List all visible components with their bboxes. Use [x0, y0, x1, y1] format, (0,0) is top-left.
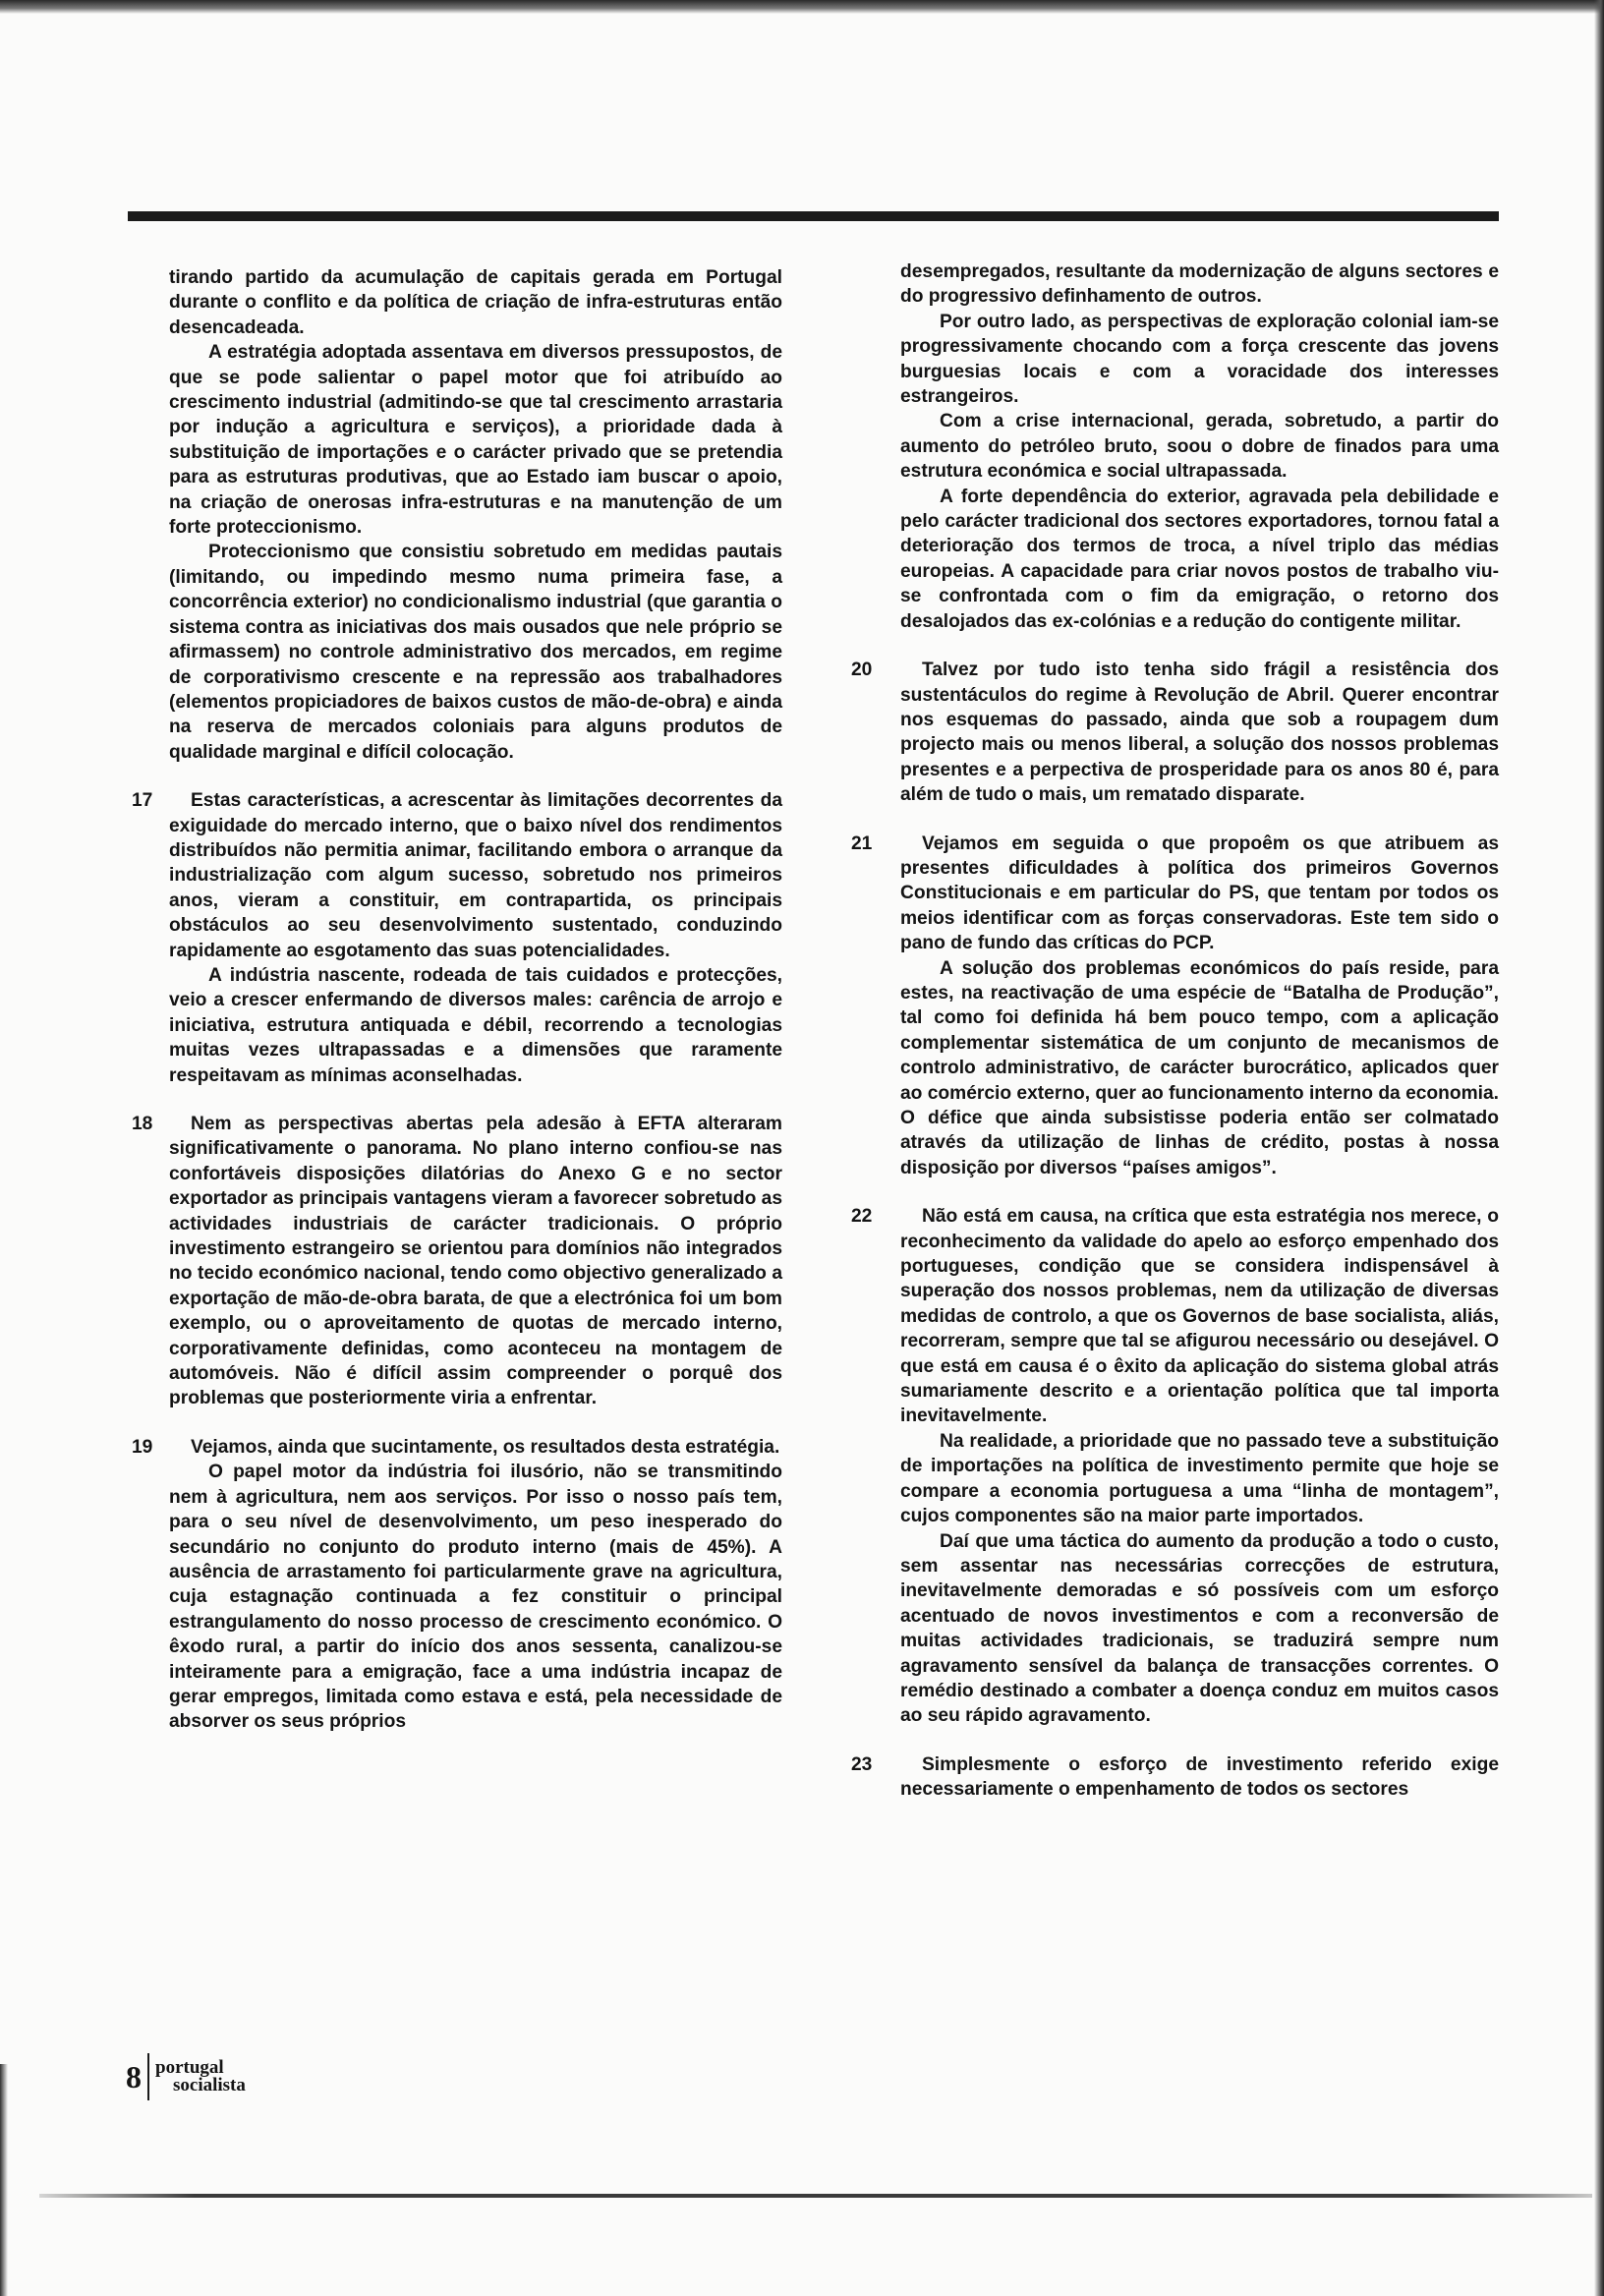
footer-divider	[147, 2053, 149, 2100]
article-section	[132, 788, 782, 1088]
section-number: 22	[851, 1206, 873, 1228]
page-footer	[126, 2049, 246, 2104]
publication-logo	[155, 2059, 246, 2095]
section-number: 21	[851, 832, 873, 854]
paragraph: Não está em causa, na crítica que esta estratégia nos merece, o reconhecimento da validade do apelo ao esforço empenhado dos portugueses, condição que se considera indispensável à superação dos nossos problemas, nem da utilização de diversas medidas de controlo, a que os Governos de base socialista, aliás, recorreram, sempre que tal se afigurou necessário ou desejável. O que está em causa é o êxito da aplicação do sistema global atrás sumariamente descrito e a orientação política que tal importa inevitavelmente.	[900, 1206, 1499, 1427]
section-gap	[900, 1729, 1499, 1752]
article-section	[132, 1112, 782, 1411]
section-number: 20	[851, 660, 873, 681]
paragraph: Daí que uma táctica do aumento da produção a todo o custo, sem assentar nas necessárias correcções de estrutura, inevitavelmente demoradas e só possíveis com um esforço acentuado de novos investimentos e com a reconversão de muitas actividades tradicionais, se traduzirá sempre num agravamento sensível da balança de transacções correntes. O remédio destinado a combater a doença conduz em muitos casos ao seu rápido agravamento.	[900, 1530, 1499, 1727]
article-section	[900, 259, 1499, 634]
paragraph: Simplesmente o esforço de investimento referido exige necessariamente o empenhamento de todos os sectores	[900, 1753, 1499, 1801]
section-gap	[169, 1411, 782, 1435]
scan-edge-right	[1594, 0, 1604, 2296]
paragraph: Proteccionismo que consistiu sobretudo em medidas pautais (limitando, ou impedindo mesmo numa primeira fase, a concorrência exterior) no condicionalismo industrial (que garantia o sistema contra as iniciativas dos mais ousados que nele próprio se afirmassem) no controle administrativo dos mercados, em regime de corporativismo crescente e na repressão aos trabalhadores (elementos propiciadores de baixos custos de mão-de-obra) e ainda na reserva de mercados coloniais para alguns produtos de qualidade marginal e difícil colocação.	[169, 542, 782, 763]
article-section	[851, 658, 1499, 807]
logo-line-1: portugal	[155, 2057, 224, 2078]
paragraph: Vejamos em seguida o que propoêm os que atribuem as presentes dificuldades à política dos primeiros Governos Constitucionais e em particular do PS, que tentam por todos os meios identificar com as forças conservadoras. Este tem sido o pano de fundo das críticas do PCP.	[900, 832, 1499, 954]
article-section	[851, 832, 1499, 1181]
left-column	[132, 265, 782, 1735]
section-gap	[900, 634, 1499, 658]
section-gap	[169, 1088, 782, 1112]
scan-edge-top	[0, 0, 1604, 14]
section-number: 18	[132, 1114, 153, 1134]
paragraph: A indústria nascente, rodeada de tais cuidados e protecções, veio a crescer enfermando de diversos males: carência de arrojo e iniciativa, estrutura antiquada e débil, recorrendo a tecnologias muitas vezes ultrapassadas e a dimensões que raramente respeitavam as mínimas aconselhadas.	[169, 964, 782, 1086]
paragraph: Com a crise internacional, gerada, sobretudo, a partir do aumento do petróleo bruto, soou o dobre de finados para uma estrutura económica e social ultrapassada.	[900, 411, 1499, 483]
article-section	[132, 1435, 782, 1735]
paragraph: Estas características, a acrescentar às limitações decorrentes da exiguidade do mercado interno, que o baixo nível dos rendimentos distribuídos não permitia animar, facilitando embora o arranque da industrialização com algum sucesso, sobretudo nos primeiros anos, vieram a constituir, em contrapartida, os principais obstáculos ao seu desenvolvimento sustentado, conduzindo rapidamente ao esgotamento das suas potencialidades.	[169, 790, 782, 961]
logo-line-2: socialista	[173, 2075, 246, 2095]
section-gap	[900, 808, 1499, 832]
paragraph: A solução dos problemas económicos do país reside, para estes, na reactivação de uma espécie de “Batalha de Produção”, tal como foi definida há bem pouco tempo, com a aplicação complementar sistemática de um conjunto de mecanismos de controlo administrativo, de carácter burocrático, aplicados quer ao comércio externo, quer ao funcionamento interno da economia. O défice que ainda subsistisse poderia então ser colmatado através da utilização de linhas de crédito, postas à nossa disposição por diversos “países amigos”.	[900, 957, 1499, 1178]
section-number: 19	[132, 1436, 153, 1458]
paragraph: A forte dependência do exterior, agravada pela debilidade e pelo carácter tradicional dos sectores exportadores, tornou fatal a deterioração dos termos de troca, a nível triplo das médias europeias. A capacidade para criar novos postos de trabalho viu-se confrontada com o fim da emigração, o retorno dos desalojados das ex-colónias e a redução do contigente militar.	[900, 486, 1499, 632]
paragraph: Na realidade, a prioridade que no passado teve a substituição de importações na política de investimento permite que hoje se compare a economia portuguesa a uma “linha de montagem”, cujos componentes são na maior parte importados.	[900, 1430, 1499, 1527]
paragraph: Nem as perspectivas abertas pela adesão à EFTA alteraram significativamente o panorama. No plano interno confiou-se nas confortáveis disposições dilatórias do Anexo G e no sector exportador as principais vantagens vieram a favorecer sobretudo as actividades industriais de carácter tradicionais. O próprio investimento estrangeiro se orientou para domínios não integrados no tecido económico nacional, tendo como objectivo generalizado a exportação de mão-de-obra barata, de que a electrónica foi um bom exemplo, ou o aproveitamento de quotas de mercado interno, corporativamente definidas, como aconteceu na montagem de automóveis. Não é difícil assim compreender o porquê dos problemas que posteriormente viria a enfrentar.	[169, 1114, 782, 1409]
paragraph: A estratégia adoptada assentava em diversos pressupostos, de que se pode salientar o papel motor que foi atribuído ao crescimento industrial (admitindo-se que tal crescimento arrastaria por indução a agricultura e serviços), a prioridade dada à substituição de importações e o carácter privado que se pretendia para as estruturas produtivas, que ao Estado iam buscar o apoio, na criação de onerosas infra-estruturas e na manutenção de um forte proteccionismo.	[169, 342, 782, 539]
section-gap	[900, 1180, 1499, 1204]
article-section	[851, 1752, 1499, 1803]
paragraph: Por outro lado, as perspectivas de exploração colonial iam-se progressivamente chocando com a força crescente das jovens burguesias locais e com a voracidade dos interesses estrangeiros.	[900, 311, 1499, 408]
right-column	[851, 259, 1499, 1803]
section-number: 17	[132, 790, 153, 812]
article-section	[851, 1204, 1499, 1729]
page-number: 8	[126, 2059, 142, 2095]
paragraph: desempregados, resultante da modernização de alguns sectores e do progressivo definhamento de outros.	[900, 261, 1499, 308]
section-number: 23	[851, 1753, 873, 1775]
paragraph: Vejamos, ainda que sucintamente, os resultados desta estratégia.	[191, 1436, 780, 1458]
paragraph: O papel motor da indústria foi ilusório, não se transmitindo nem à agricultura, nem aos serviços. Por isso o nosso país tem, para o seu nível de desenvolvimento, um peso inesperado do secundário no conjunto do produto interno (mais de 45%). A ausência de arrastamento foi particularmente grave na agricultura, cuja estagnação continuada a fez constituir o principal estrangulamento do nosso processo de crescimento económico. O êxodo rural, a partir do início dos anos sessenta, canalizou-se inteiramente para a emigração, face a uma indústria incapaz de gerar empregos, limitada como estava e está, pela necessidade de absorver os seus próprios	[169, 1462, 782, 1733]
paragraph: Talvez por tudo isto tenha sido frágil a resistência dos sustentáculos do regime à Revolução de Abril. Querer encontrar nos esquemas do passado, ainda que sob a roupagem dum projecto mais ou menos liberal, a solução dos nossos problemas presentes e a perpectiva de prosperidade para os anos 80 é, para além de tudo o mais, um rematado disparate.	[900, 660, 1499, 806]
paragraph: tirando partido da acumulação de capitais gerada em Portugal durante o conflito e da política de criação de infra-estruturas então desencadeada.	[169, 267, 782, 338]
footer-rule	[39, 2194, 1592, 2198]
article-section	[169, 265, 782, 765]
section-gap	[169, 765, 782, 788]
scan-edge-left	[0, 2064, 8, 2296]
header-rule	[128, 211, 1499, 221]
